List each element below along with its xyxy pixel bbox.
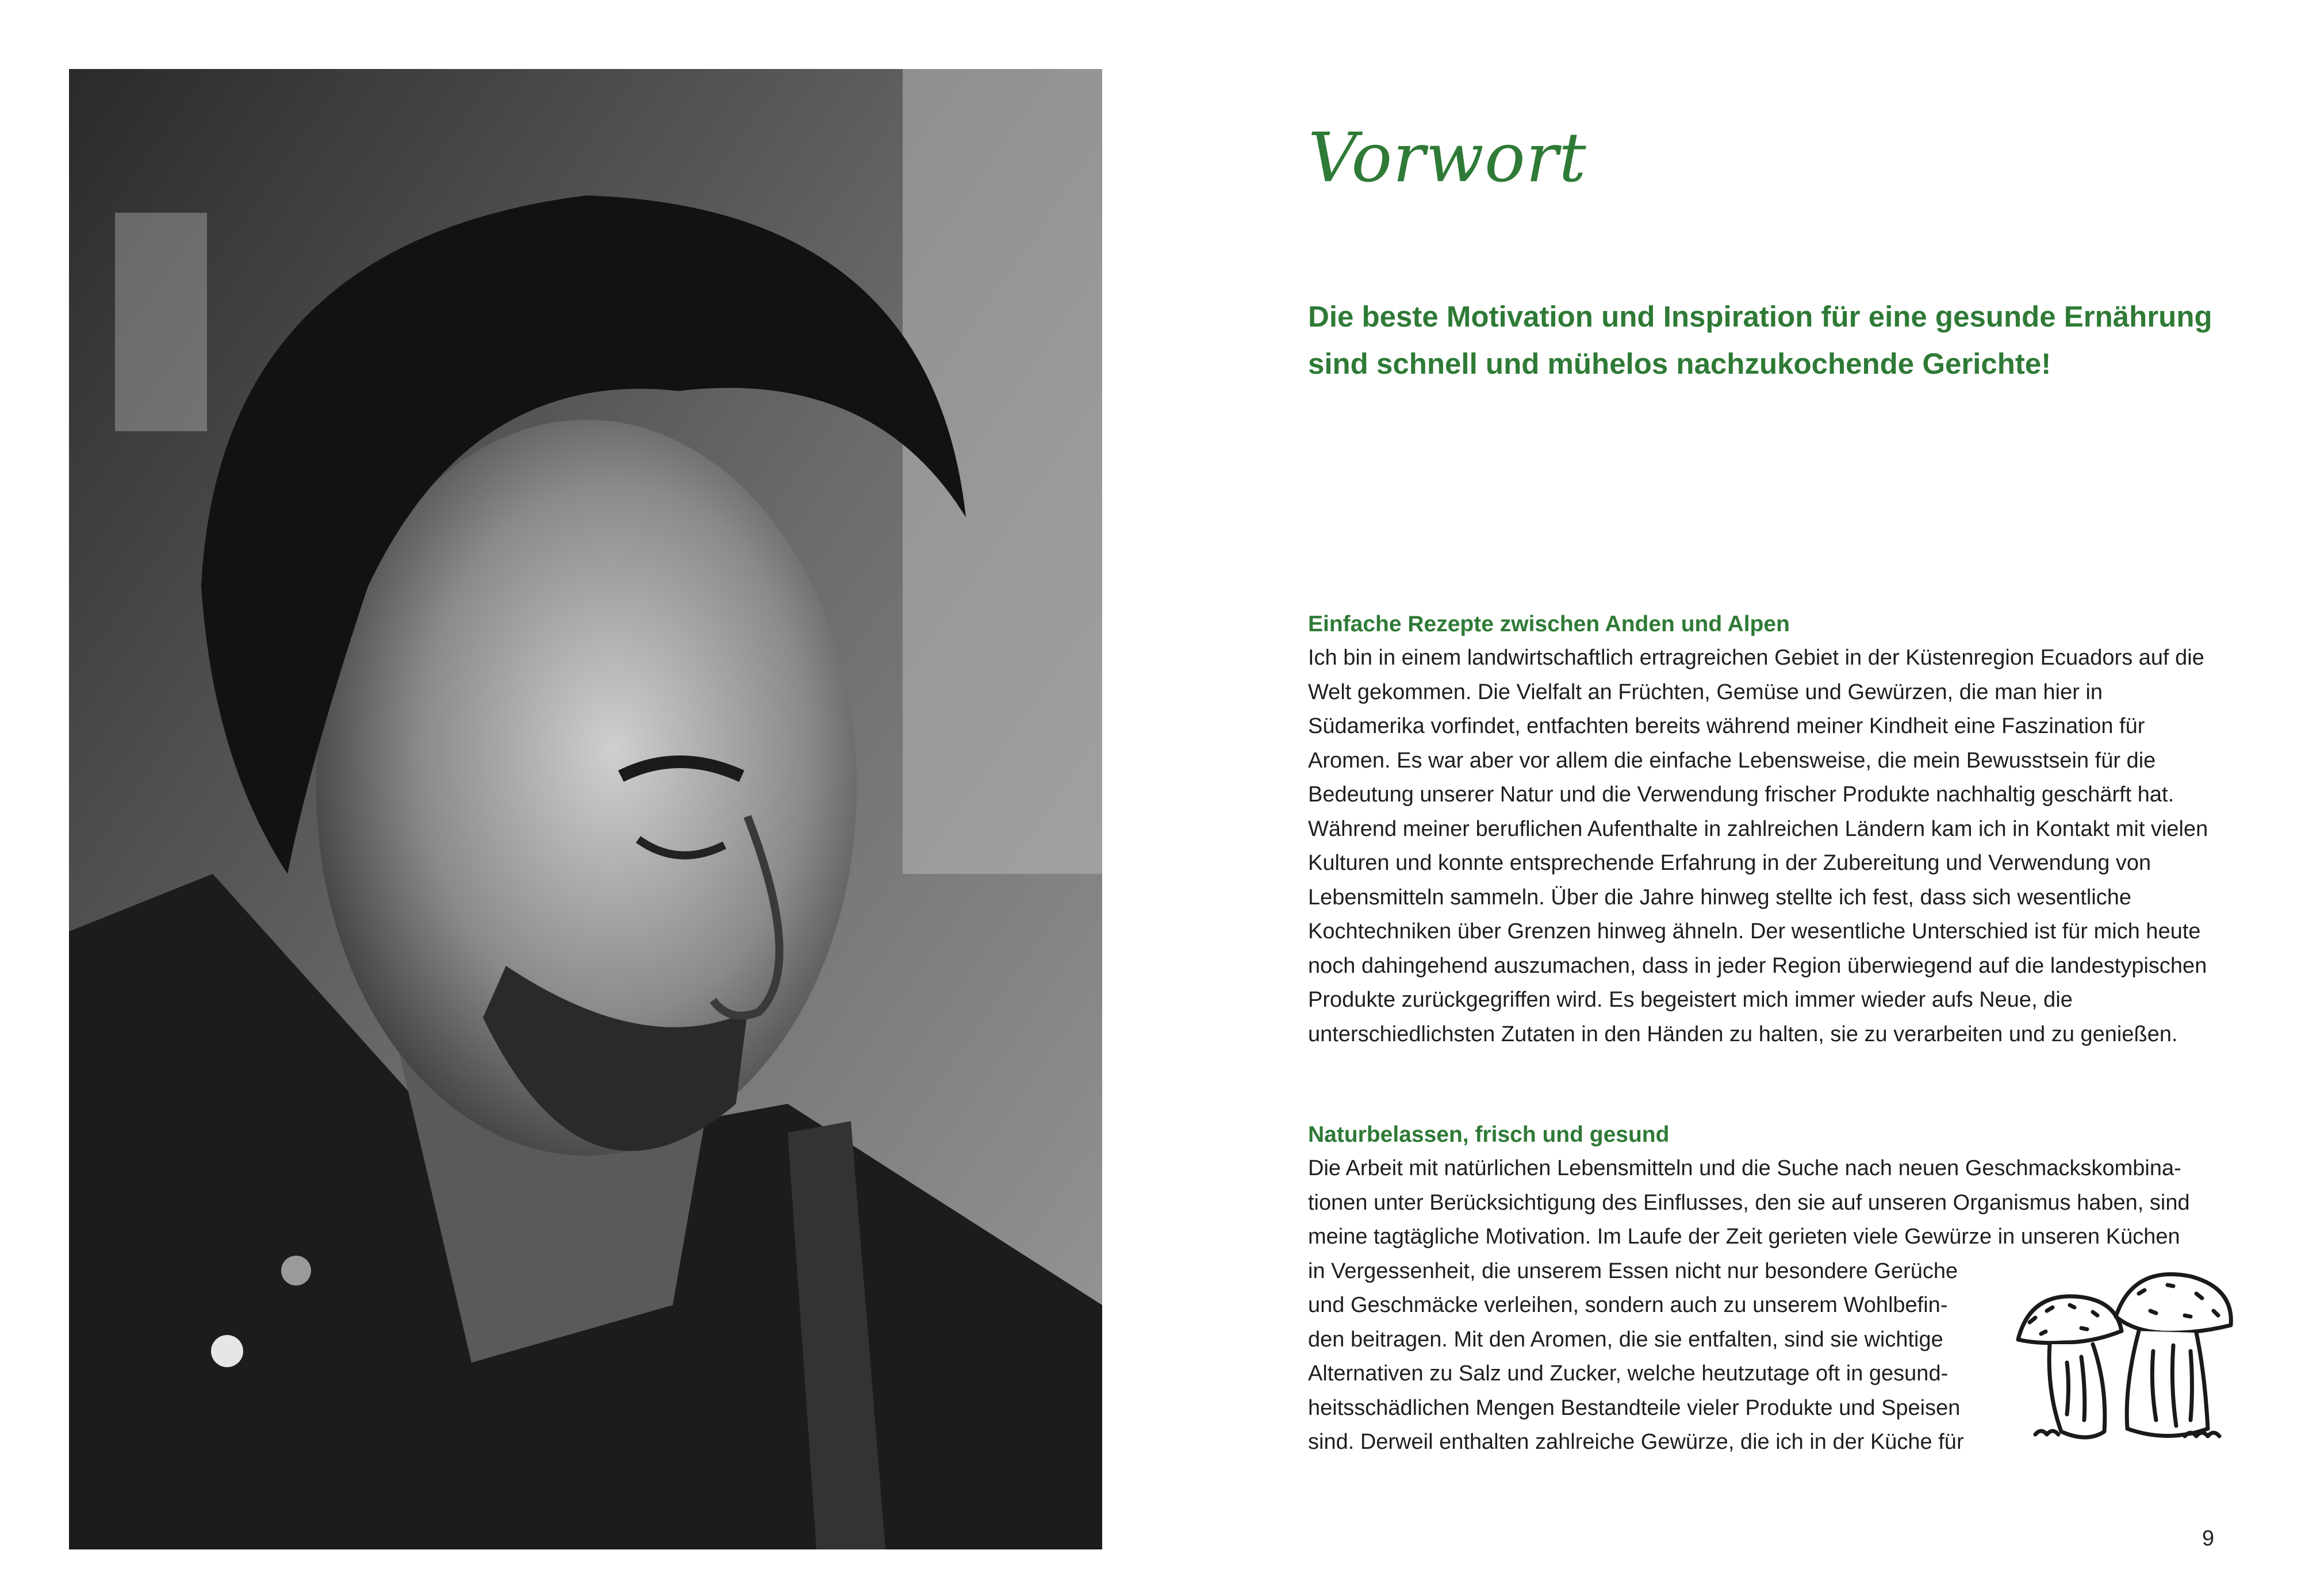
section-heading: Einfache Rezepte zwischen Anden und Alpen <box>1308 612 1790 636</box>
portrait-illustration <box>69 69 1102 1549</box>
section-heading: Naturbelassen, frisch und gesund <box>1308 1122 1670 1147</box>
section-body: Ich bin in einem landwirtschaftlich ertragreichen Gebiet in der Küstenregion Ecuadors auf die Welt gekommen. Die Vielfalt an Früchten, Gemüse und Gewürzen, die man hier in Südamerika vorfindet, entfachten bereits während meiner Kindheit eine Faszination für Aromen. Es war aber vor allem die einfache Lebensweise, die mein Bewusstsein für die Bedeutung unserer Natur und die Verwendung frischer Produkte nachhaltig geschärft hat. Während meiner beruflichen Aufenthalte in zahlreichen Ländern kam ich in Kontakt mit vielen Kulturen und konnte entsprechende Erfahrung in der Zubereitung und Verwendung von Lebensmitteln sammeln. Über die Jahre hinweg stellte ich fest, dass sich wesentliche Kochtechniken über Grenzen hinweg ähneln. Der wesentliche Unterschied ist für mich heute noch dahingehend auszumachen, dass in jeder Region überwiegend auf die landestypischen Produkte zurückgegriffen wird. Es begeistert mich immer wieder aufs Neue, die unterschiedlichsten Zutaten in den Händen zu halten, sie zu verarbeiten und zu genießen. <box>1308 646 2208 1046</box>
page-title: Vorwort <box>1308 118 1587 197</box>
section-body-wrapped: in Vergessenheit, die unserem Essen nicht nur besondere Gerüche und Geschmäcke verleihen, sondern auch zu unserem Wohlbefinden beitragen. Mit den Aromen, die sie entfalten, sind sie wichtige Alternativen zu Salz und Zucker, welche heutzutage oft in gesundheitsschädlichen Mengen Bestandteile vieler Produkte und Speisen sind. Derweil enthalten zahlreiche Gewürze, die ich in der Küche für <box>1308 1259 1964 1454</box>
portrait-photo <box>69 69 1102 1549</box>
section-anden-alpen <box>1308 607 2222 1052</box>
section-body: Die Arbeit mit natürlichen Lebensmitteln und die Suche nach neuen Geschmackskombinationen unter Berücksichtigung des Einflusses, den sie auf unseren Organismus haben, sind meine tagtägliche Motivation. Im Laufe der Zeit gerieten viele Gewürze in unseren Küchen <box>1308 1156 2190 1249</box>
lead-text: Die beste Motivation und Inspiration für eine gesunde Ernährung sind schnell und mühelos nachzukochende Gerichte! <box>1308 300 2212 380</box>
mushroom-icon <box>2007 1271 2237 1455</box>
page-number: 9 <box>2202 1526 2215 1551</box>
